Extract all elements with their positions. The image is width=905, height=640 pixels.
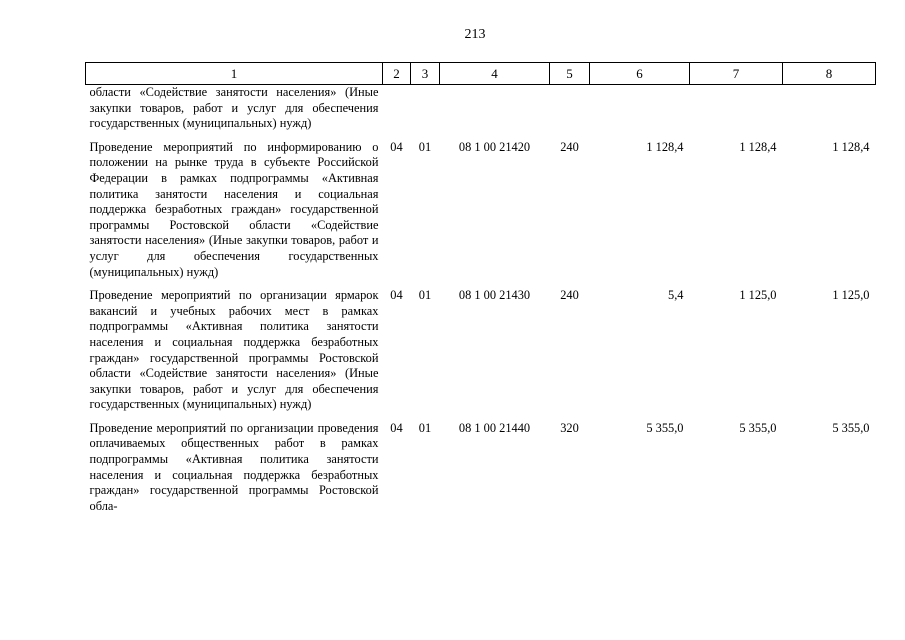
row-amount-7: 1 125,0 <box>739 288 777 303</box>
row-amount-7: 5 355,0 <box>739 420 777 435</box>
column-header-4: 4 <box>440 63 550 85</box>
table-row <box>86 85 876 140</box>
row-amount-8: 1 128,4 <box>832 139 870 154</box>
row-amount-7: 1 128,4 <box>739 139 777 154</box>
column-header-6: 6 <box>590 63 690 85</box>
table-row <box>86 140 876 288</box>
column-header-7: 7 <box>690 63 783 85</box>
row-amount-8: 1 125,0 <box>832 288 870 303</box>
column-header-8: 8 <box>783 63 876 85</box>
column-header-3: 3 <box>411 63 440 85</box>
row-amount-6: 5 355,0 <box>646 420 684 435</box>
row-amount-6 <box>590 85 690 140</box>
row-expense-type: 320 <box>560 420 579 435</box>
row-subsection: 01 <box>418 420 432 435</box>
row-target-article: 08 1 00 21430 <box>458 288 531 303</box>
row-description: области «Содействие занятости населения» (Иные закупки товаров, работ и услуг для обеспечения государственных (муниципальных) нужд) <box>89 85 379 131</box>
row-section: 04 <box>390 288 403 303</box>
row-target-article <box>440 85 550 140</box>
row-amount-6: 5,4 <box>668 288 684 303</box>
row-section <box>383 85 411 140</box>
row-amount-6: 1 128,4 <box>646 139 684 154</box>
row-amount-8: 5 355,0 <box>832 420 870 435</box>
row-amount-7 <box>690 85 783 140</box>
row-expense-type: 240 <box>560 288 579 303</box>
row-description: Проведение мероприятий по информированию о положении на рынке труда в субъекте Российской Федерации в рамках подпрограммы «Активная политика занятости населения и социальная поддержка безработных граждан» государственной программы Ростовской области «Содействие занятости населения» (Иные закупки товаров, работ и услуг для обеспечения государственных (муниципальных) нужд) <box>89 139 379 279</box>
row-amount-8 <box>783 85 876 140</box>
row-subsection: 01 <box>418 139 432 154</box>
row-description: Проведение мероприятий по организации ярмарок вакансий и учебных рабочих мест в рамках подпрограммы «Активная политика занятости населения и социальная поддержка безработных граждан» государственной программы Ростовской области «Содействие занятости населения» (Иные закупки товаров, работ и услуг для обеспечения государственных (муниципальных) нужд) <box>89 288 379 412</box>
row-section: 04 <box>390 420 403 435</box>
row-expense-type: 240 <box>560 139 579 154</box>
row-subsection <box>411 85 440 140</box>
table-row <box>86 421 876 523</box>
row-expense-type <box>550 85 590 140</box>
column-header-5: 5 <box>550 63 590 85</box>
row-description: Проведение мероприятий по организации проведения оплачиваемых общественных работ в рамках подпрограммы «Активная политика занятости населения и социальная поддержка безработных граждан» государственной программы Ростовской обла- <box>89 420 379 513</box>
table-header-row <box>86 63 876 85</box>
budget-table <box>85 62 876 522</box>
row-section: 04 <box>390 139 403 154</box>
page-number: 213 <box>464 27 486 42</box>
table-row <box>86 288 876 421</box>
row-target-article: 08 1 00 21440 <box>458 420 531 435</box>
column-header-2: 2 <box>383 63 411 85</box>
column-header-1: 1 <box>86 63 383 85</box>
row-subsection: 01 <box>418 288 432 303</box>
row-target-article: 08 1 00 21420 <box>458 139 531 154</box>
